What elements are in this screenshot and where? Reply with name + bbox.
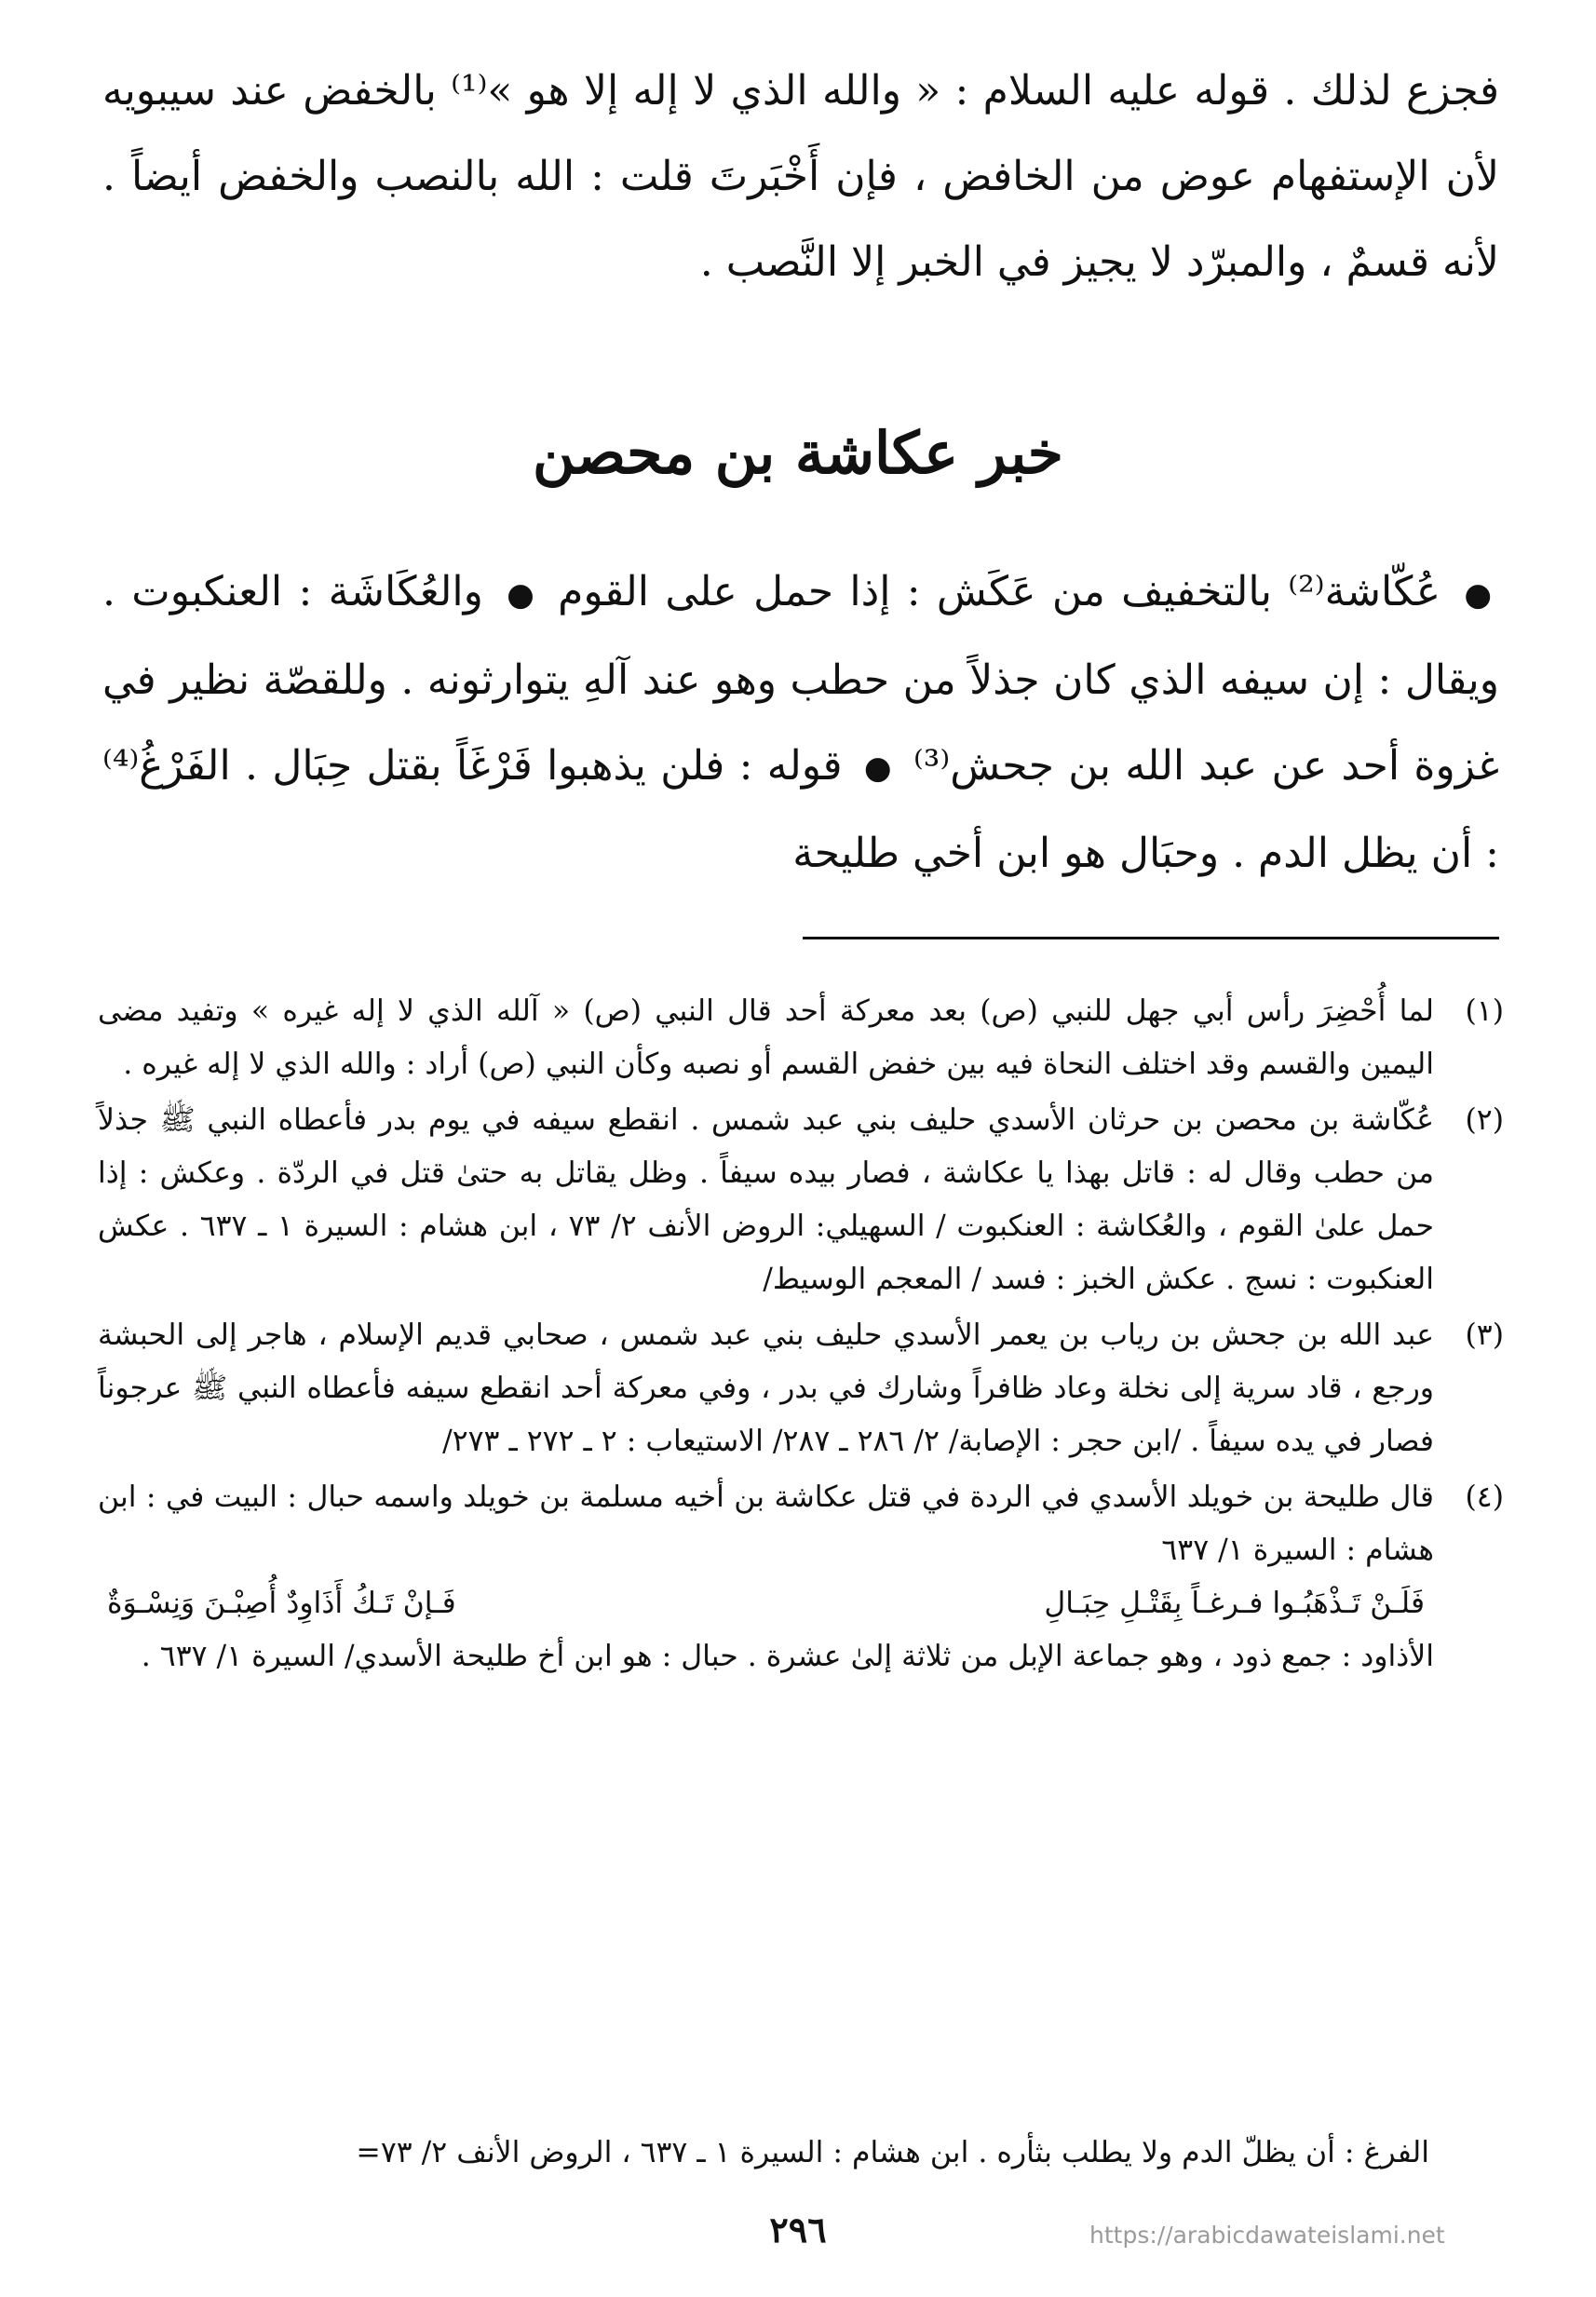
footnote-body [98,1471,1434,1683]
main-paragraph-part-3: قوله : فلن يذهبوا فَرْغَاً بقتل حِبَال . الفَرْغُ⁽⁴⁾ : أن يظل الدم . وحبَال هو ابن أخي طليحة [102,741,1499,877]
verse-hemistich-first: فَـإنْ تَـكُ أَذَاوِدٌ أُصِبْـنَ وَنِسْـوَةٌ [107,1587,456,1620]
footnote-number: (١) [1465,994,1504,1028]
poetry-verse [98,1577,1434,1630]
section-title: خبر عكاشة بن محصن [533,419,1063,487]
footnotes [98,985,1504,1686]
intro-paragraph: فجزع لذلك . قوله عليه السلام : « والله الذي لا إله إلا هو »⁽¹⁾ بالخفض عند سيبويه لأن الإستفهام عوض من الخافض ، فإن أَخْبَرتَ قلت : الله بالنصب والخفض أيضاً . لأنه قسمٌ ، والمبرّد لا يجيز في الخبر إلا النَّصب . [102,67,1499,286]
footnote-number: (٣) [1465,1318,1504,1352]
main-paragraph-part-1: عُكّاشة⁽²⁾ بالتخفيف من عَكَش : إذا حمل على القوم [558,568,1440,615]
footnote-text: عبد الله بن جحش بن رياب بن يعمر الأسدي حليف بني عبد شمس ، صحابي قديم الإسلام ، هاجر إلى الحبشة ورجع ، قاد سرية إلى نخلة وعاد ظافراً وشارك في بدر ، وفي معركة أحد انقطع سيفه فأعطاه النبي ﷺ عرجوناً فصار في يده سيفاً . /ابن حجر : الإصابة/ ٢/ ٢٨٦ ـ ٢٨٧/ الاستيعاب : ٢ ـ ٢٧٢ ـ ٢٧٣/ [98,1318,1434,1458]
bullet-icon: ● [1464,575,1492,614]
footnote-text: قال طليحة بن خويلد الأسدي في الردة في قتل عكاشة بن أخيه مسلمة بن خويلد واسمه حبال : البيت في : ابن هشام : السيرة ١/ ٦٣٧ [98,1480,1434,1567]
footnote-item [98,1094,1504,1306]
footnote-item [98,1309,1504,1468]
bullet-icon: ● [863,750,892,787]
footnote-text: عُكّاشة بن محصن بن حرثان الأسدي حليف بني عبد شمس . انقطع سيفه في يوم بدر فأعطاه النبي ﷺ جذلاً من حطب وقال له : قاتل بهذا يا عكاشة ، فصار بيده سيفاً . وظل يقاتل به حتىٰ قتل في الردّة . وعكش : إذا حمل علىٰ القوم ، والعُكاشة : العنكبوت / السهيلي: الروض الأنف ٢/ ٧٣ ، ابن هشام : السيرة ١ ـ ٦٣٧ . عكش العنكبوت : نسج . عكش الخبز : فسد / المعجم الوسيط/ [98,1103,1434,1296]
verse-hemistich-second: فَلَـنْ تَـذْهَبُـوا فـرغـاً بِقَتْـلِ حِبَـالِ [1044,1587,1425,1620]
bullet-icon: ● [507,575,534,614]
footnote-text: لما أُحْضِرَ رأس أبي جهل للنبي (ص) بعد معركة أحد قال النبي (ص) « آلله الذي لا إله غيره » وتفيد مضى اليمين والقسم وقد اختلف النحاة فيه بين خفض القسم أو نصبه وكأن النبي (ص) أراد : والله الذي لا إله غيره . [98,994,1434,1081]
footnote-text-after-verse: الأذاود : جمع ذود ، وهو جماعة الإبل من ثلاثة إلىٰ عشرة . حبال : هو ابن أخ طليحة الأسدي/ السيرة ١/ ٦٣٧ . [141,1640,1434,1673]
page-number: ٢٩٦ [769,2209,827,2250]
watermark-url: https://arabicdawateislami.net [1089,2222,1445,2249]
footnote-continuation: الفرغ : أن يظلّ الدم ولا يطلب بثأره . ابن هشام : السيرة ١ ـ ٦٣٧ ، الروض الأنف ٢/ ٧٣= [356,2136,1429,2169]
footnote-number: (٤) [1465,1480,1504,1514]
footnote-item [98,985,1504,1091]
main-paragraph [102,549,1499,897]
footnote-number: (٢) [1465,1103,1504,1137]
main-paragraph-part-2: والعُكَاشَة : العنكبوت . ويقال : إن سيفه الذي كان جذلاً من حطب وهو عند آلهِ يتوارثونه . وللقصّة نظير في غزوة أحد عن عبد الله بن جحش⁽³⁾ [102,568,1499,790]
footnote-item [98,1471,1504,1683]
footnote-divider [803,937,1499,939]
